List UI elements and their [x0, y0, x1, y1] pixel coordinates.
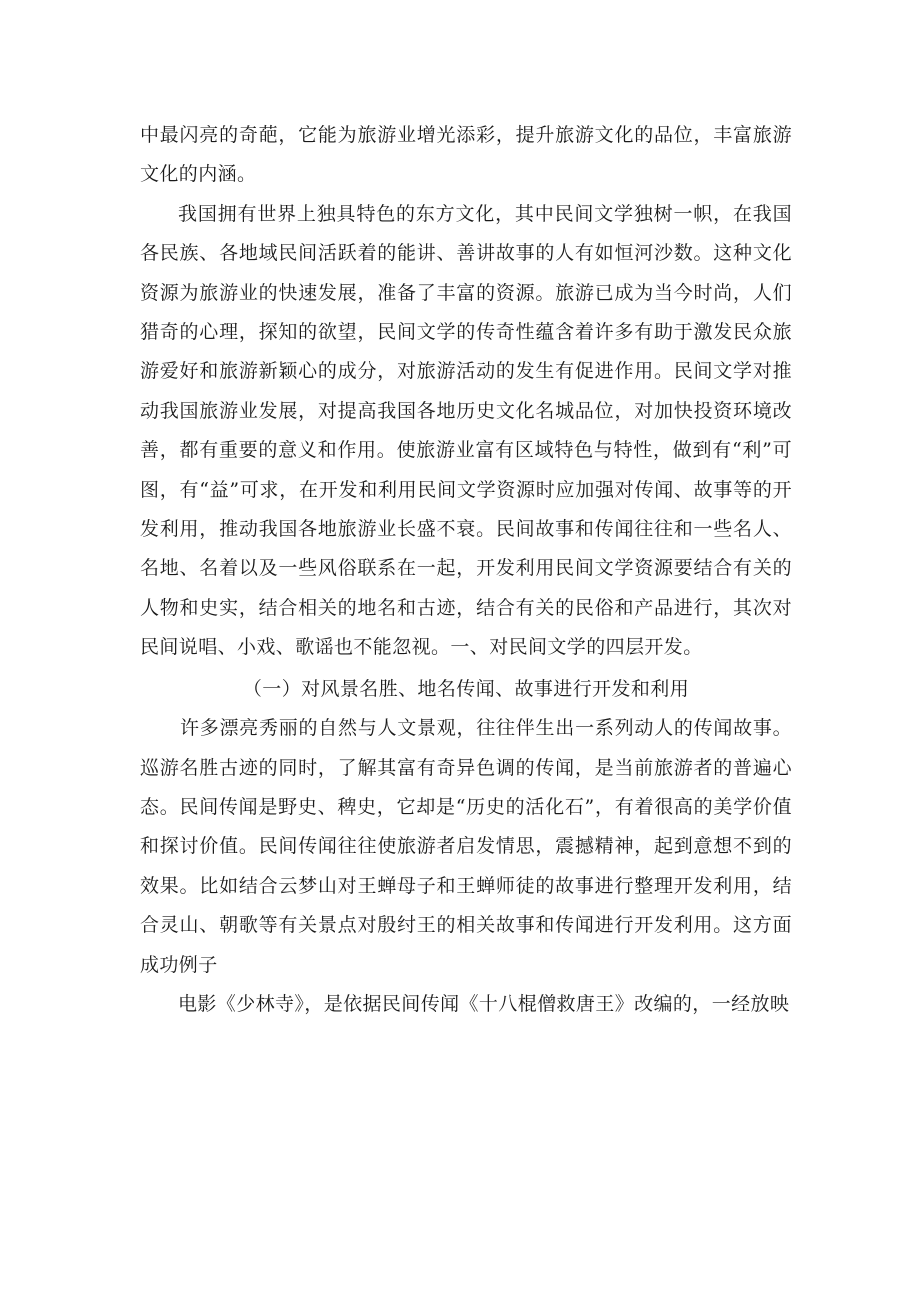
paragraph-4: 电影《少林寺》，是依据民间传闻《十八棍僧救唐王》改编的，一经放映	[178, 992, 790, 1015]
paragraph-3: 许多漂亮秀丽的自然与人文景观，往往伴生出一系列动人的传闻故事。巡游名胜古迹的同时，了解其富有奇异色调的传闻，是当前旅游者的普遍心态。民间传闻是野史、稗史，它却是“历史的活化石”，有着很高的美学价值和探讨价值。民间传闻往往使旅游者启发情思，震撼精神，起到意想不到的效果。比如结合云梦山对王蝉母子和王蝉师徒的故事进行整理开发利用，结合灵山、朝歌等有关景点对殷纣王的相关故事和传闻进行开发利用。这方面成功例子	[140, 717, 792, 976]
document-page	[140, 116, 792, 1024]
section-heading: （一）对风景名胜、地名传闻、故事进行开发和利用	[242, 677, 690, 700]
paragraph-1: 中最闪亮的奇葩，它能为旅游业增光添彩，提升旅游文化的品位，丰富旅游文化的内涵。	[140, 124, 792, 186]
paragraph-2: 我国拥有世界上独具特色的东方文化，其中民间文学独树一帜，在我国各民族、各地域民间活跃着的能讲、善讲故事的人有如恒河沙数。这种文化资源为旅游业的快速发展，准备了丰富的资源。旅游已成为当今时尚，人们猎奇的心理，探知的欲望，民间文学的传奇性蕴含着许多有助于激发民众旅游爱好和旅游新颖心的成分，对旅游活动的发生有促进作用。民间文学对推动我国旅游业发展，对提高我国各地历史文化名城品位，对加快投资环境改善，都有重要的意义和作用。使旅游业富有区域特色与特性，做到有“利”可图，有“益”可求，在开发和利用民间文学资源时应加强对传闻、故事等的开发利用，推动我国各地旅游业长盛不衰。民间故事和传闻往往和一些名人、名地、名着以及一些风俗联系在一起，开发利用民间文学资源要结合有关的人物和史实，结合相关的地名和古迹，结合有关的民俗和产品进行，其次对民间说唱、小戏、歌谣也不能忽视。一、对民间文学的四层开发。	[140, 202, 792, 659]
